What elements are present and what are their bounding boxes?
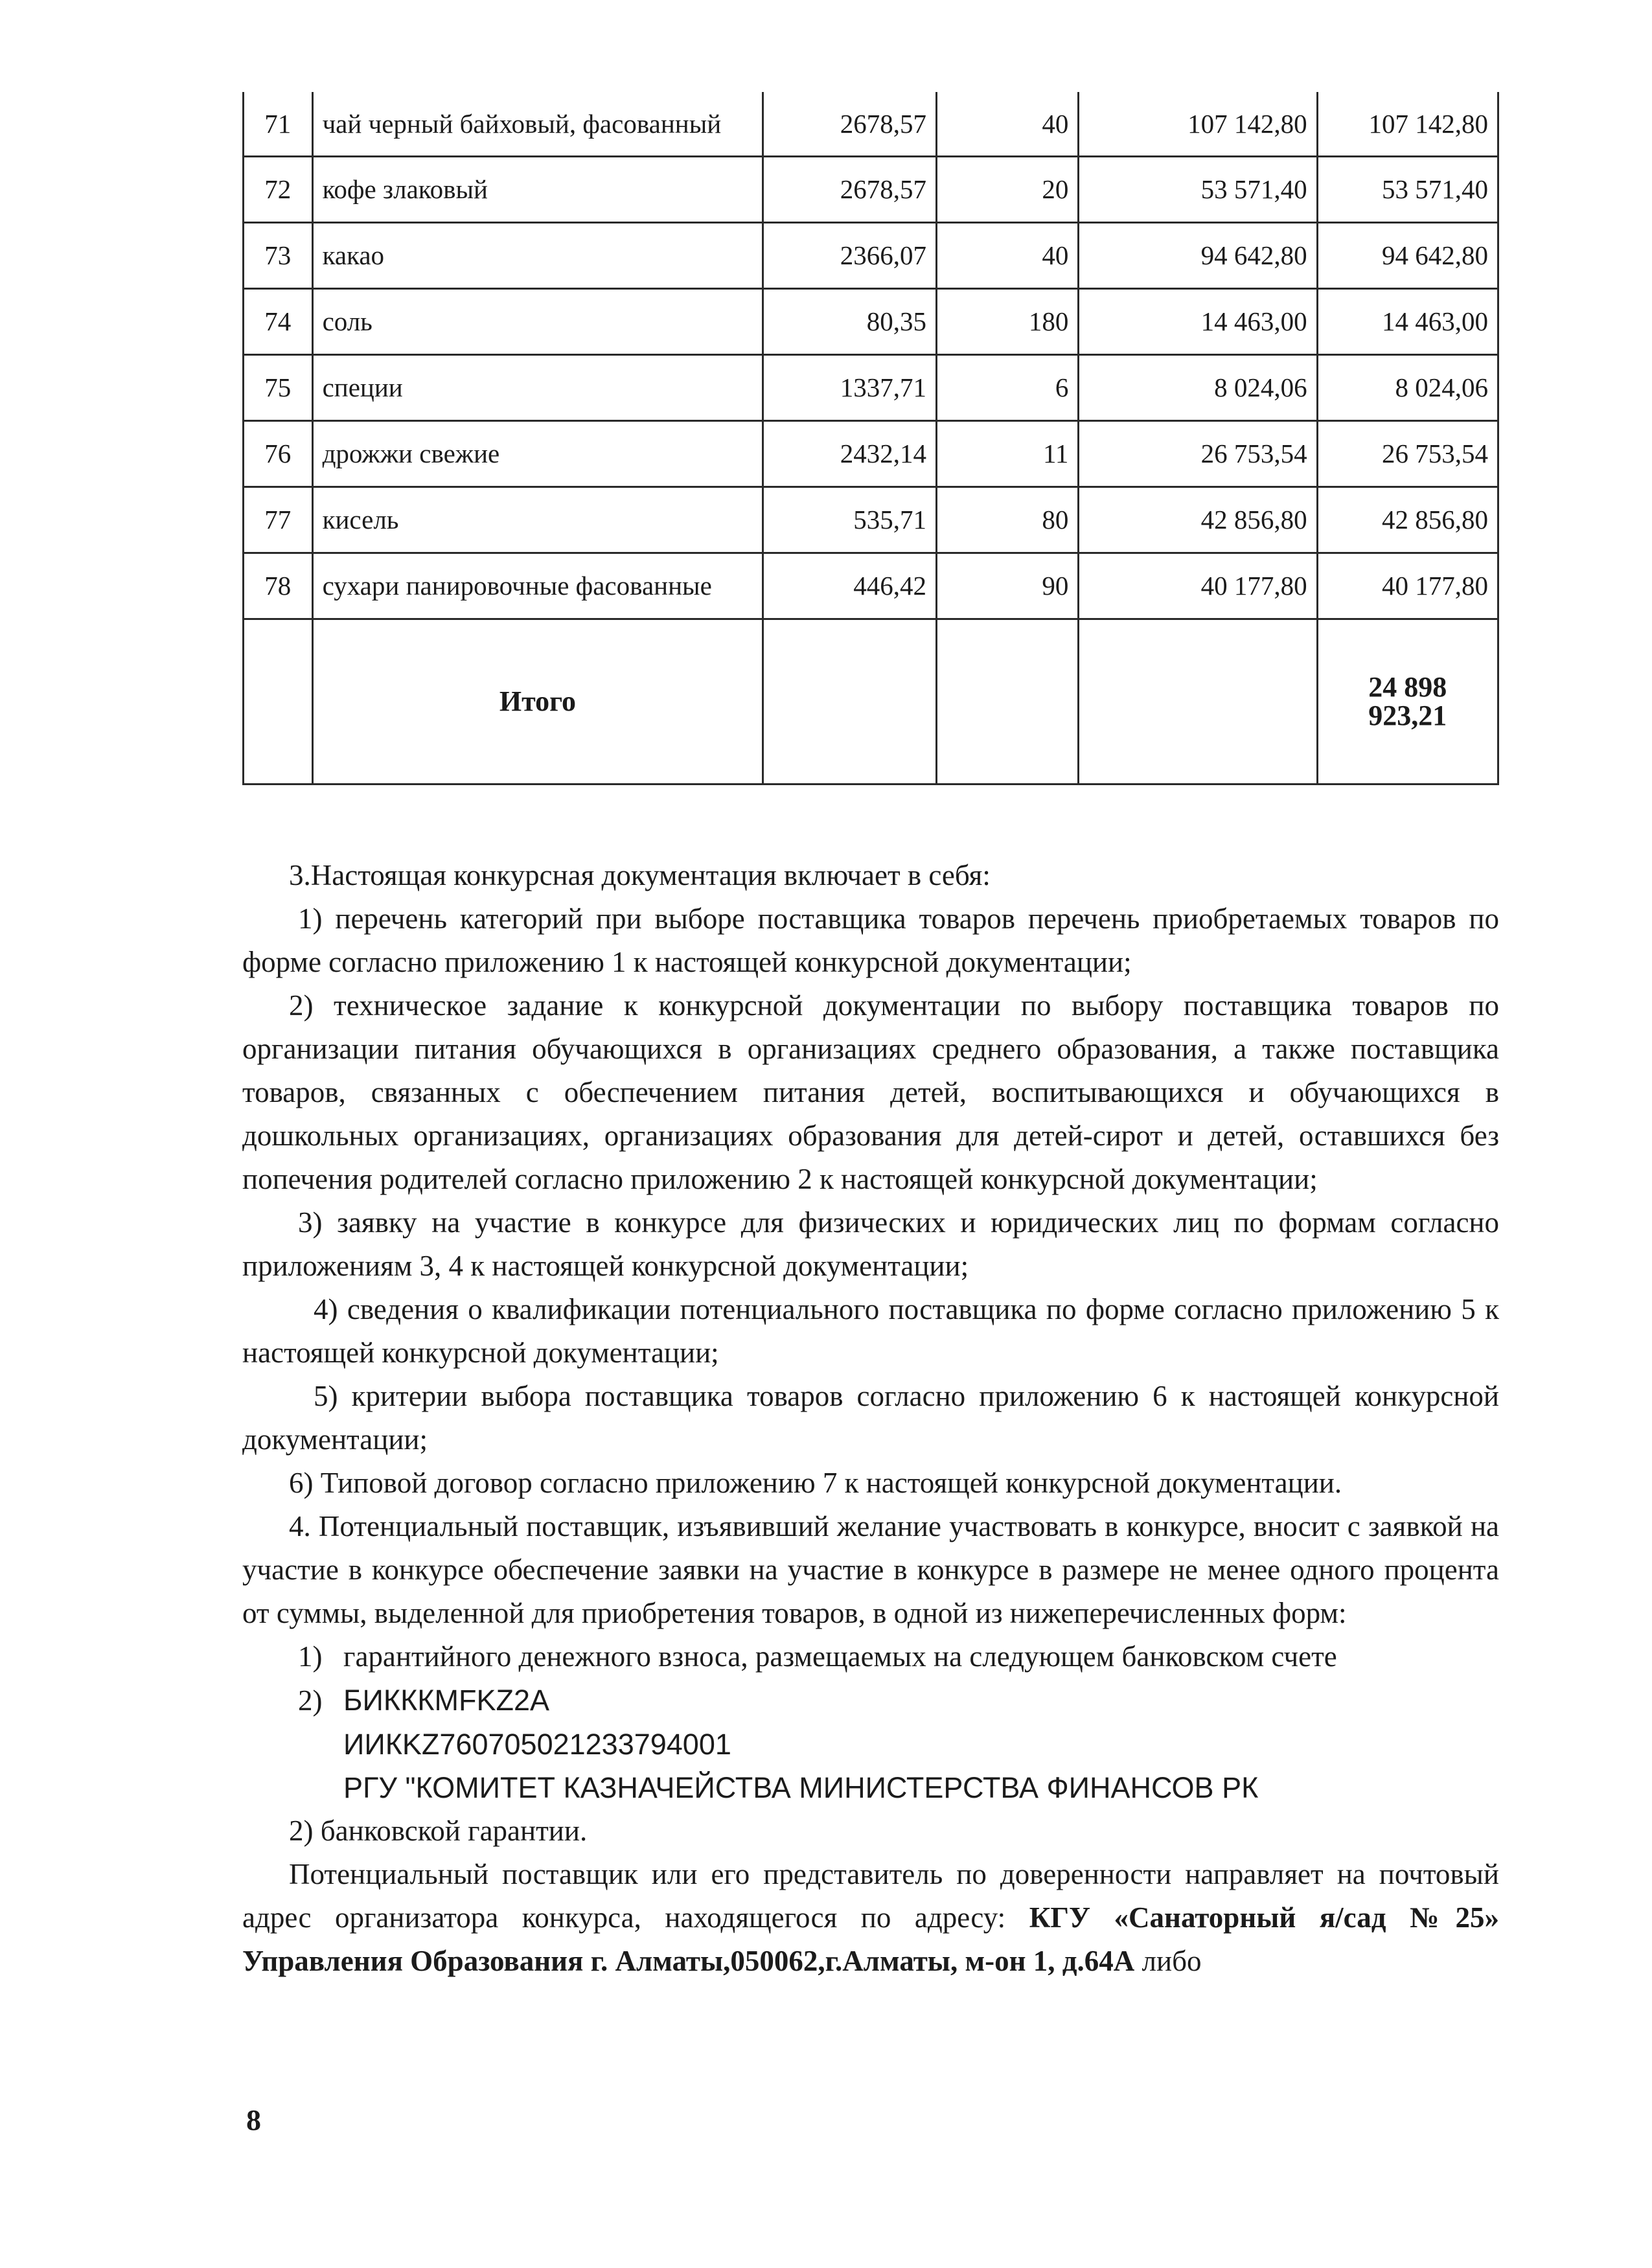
table-row [244, 553, 1498, 619]
cell-unit-price: 446,42 [763, 553, 937, 619]
table-row [244, 289, 1498, 355]
cell-amount: 40 177,80 [1079, 553, 1317, 619]
cell-empty [1079, 619, 1317, 785]
cell-quantity: 11 [937, 421, 1079, 487]
cell-product-name: сухари панировочные фасованные [312, 553, 763, 619]
cell-number: 74 [244, 289, 313, 355]
bank-bik: БИКККМFKZ2A [343, 1684, 550, 1717]
document-body [242, 854, 1499, 1983]
cell-quantity: 40 [937, 92, 1079, 157]
submission-text-end: либо [1134, 1945, 1202, 1977]
cell-unit-price: 80,35 [763, 289, 937, 355]
cell-product-name: кофе злаковый [312, 157, 763, 223]
table-row [244, 421, 1498, 487]
organizer-address: КГУ «Санаторный я/сад №25» Управления Образования г. Алматы,050062,г.Алматы, м-он 1, д.64А [242, 1901, 1499, 1977]
cell-amount-total: 42 856,80 [1317, 487, 1498, 553]
goods-table [242, 92, 1499, 785]
cell-product-name: специи [312, 355, 763, 421]
table-row [244, 355, 1498, 421]
cell-quantity: 6 [937, 355, 1079, 421]
cell-amount: 107 142,80 [1079, 92, 1317, 157]
paragraph-contents-intro: 3.Настоящая конкурсная документация включает в себя: [289, 859, 991, 891]
total-value: 24 898 923,21 [1317, 619, 1498, 785]
cell-quantity: 40 [937, 223, 1079, 289]
page-number: 8 [246, 2103, 261, 2136]
cell-unit-price: 535,71 [763, 487, 937, 553]
cell-product-name: кисель [312, 487, 763, 553]
cell-amount: 8 024,06 [1079, 355, 1317, 421]
cell-amount-total: 53 571,40 [1317, 157, 1498, 223]
table-row [244, 223, 1498, 289]
cell-amount: 26 753,54 [1079, 421, 1317, 487]
cell-unit-price: 2366,07 [763, 223, 937, 289]
table-row [244, 487, 1498, 553]
table-row [244, 157, 1498, 223]
item-number: 1) [298, 1640, 323, 1673]
cell-amount: 42 856,80 [1079, 487, 1317, 553]
cell-empty [244, 619, 313, 785]
bank-bik-line [298, 1678, 1499, 1723]
cell-number: 73 [244, 223, 313, 289]
paragraph-bid-security: 4. Потенциальный поставщик, изъявивший желание участвовать в конкурсе, вносит с заявкой на участие в конкурсе обеспечение заявки на участие в конкурсе в размере не менее одного процента от суммы, выделенной для приобретения товаров, в одной из нижеперечисленных форм: [242, 1510, 1499, 1629]
cell-quantity: 90 [937, 553, 1079, 619]
cell-product-name: соль [312, 289, 763, 355]
cell-number: 78 [244, 553, 313, 619]
cell-number: 76 [244, 421, 313, 487]
cell-amount-total: 8 024,06 [1317, 355, 1498, 421]
cell-quantity: 20 [937, 157, 1079, 223]
table-total-row [244, 619, 1498, 785]
list-item-qualification: 4) сведения о квалификации потенциального поставщика по форме согласно приложению 5 к настоящей конкурсной документации; [242, 1293, 1499, 1369]
bank-recipient: РГУ "КОМИТЕТ КАЗНАЧЕЙСТВА МИНИСТЕРСТВА ФИНАНСОВ РК [343, 1771, 1259, 1804]
submission-text: Потенциальный поставщик или его представитель по доверенности направляет на почтовый адрес организатора конкурса, находящегося по адресу: [242, 1858, 1499, 1934]
cell-number: 77 [244, 487, 313, 553]
cell-product-name: какао [312, 223, 763, 289]
security-form-guarantee: 2) банковской гарантии. [289, 1815, 588, 1847]
item-text: гарантийного денежного взноса, размещаемых на следующем банковском счете [343, 1640, 1337, 1673]
cell-unit-price: 2678,57 [763, 92, 937, 157]
total-label: Итого [312, 619, 763, 785]
cell-unit-price: 2678,57 [763, 157, 937, 223]
cell-product-name: чай черный байховый, фасованный [312, 92, 763, 157]
cell-unit-price: 2432,14 [763, 421, 937, 487]
cell-number: 72 [244, 157, 313, 223]
cell-amount-total: 40 177,80 [1317, 553, 1498, 619]
list-item-application: 3) заявку на участие в конкурсе для физических и юридических лиц по формам согласно приложениям 3, 4 к настоящей конкурсной документации; [242, 1206, 1499, 1282]
cell-amount-total: 14 463,00 [1317, 289, 1498, 355]
bank-iik: ИИКKZ760705021233794001 [343, 1728, 731, 1761]
list-item-criteria: 5) критерии выбора поставщика товаров согласно приложению 6 к настоящей конкурсной документации; [242, 1380, 1499, 1456]
cell-amount: 14 463,00 [1079, 289, 1317, 355]
list-item-technical-spec: 2) техническое задание к конкурсной документации по выбору поставщика товаров по организации питания обучающихся в организациях среднего образования, а также поставщика товаров, связанных с обеспечением питания детей, воспитывающихся и обучающихся в дошкольных организациях, организациях образования для детей-сирот и детей, оставшихся без попечения родителей согласно приложению 2 к настоящей конкурсной документации; [242, 989, 1499, 1195]
list-item-contract: 6) Типовой договор согласно приложению 7 к настоящей конкурсной документации. [289, 1467, 1342, 1499]
cell-amount-total: 107 142,80 [1317, 92, 1498, 157]
list-item-categories: 1) перечень категорий при выборе поставщика товаров перечень приобретаемых товаров по форме согласно приложению 1 к настоящей конкурсной документации; [242, 902, 1499, 978]
item-number: 2) [298, 1684, 323, 1717]
cell-quantity: 80 [937, 487, 1079, 553]
table-row [244, 92, 1498, 157]
cell-unit-price: 1337,71 [763, 355, 937, 421]
cell-empty [763, 619, 937, 785]
cell-amount-total: 26 753,54 [1317, 421, 1498, 487]
goods-table-body [244, 92, 1498, 785]
cell-number: 75 [244, 355, 313, 421]
cell-number: 71 [244, 92, 313, 157]
cell-amount: 94 642,80 [1079, 223, 1317, 289]
cell-product-name: дрожжи свежие [312, 421, 763, 487]
paragraph-submission [242, 1853, 1499, 1983]
cell-amount: 53 571,40 [1079, 157, 1317, 223]
bank-details [242, 1678, 1499, 1809]
security-form-deposit [242, 1635, 1499, 1678]
cell-empty [937, 619, 1079, 785]
cell-amount-total: 94 642,80 [1317, 223, 1498, 289]
cell-quantity: 180 [937, 289, 1079, 355]
